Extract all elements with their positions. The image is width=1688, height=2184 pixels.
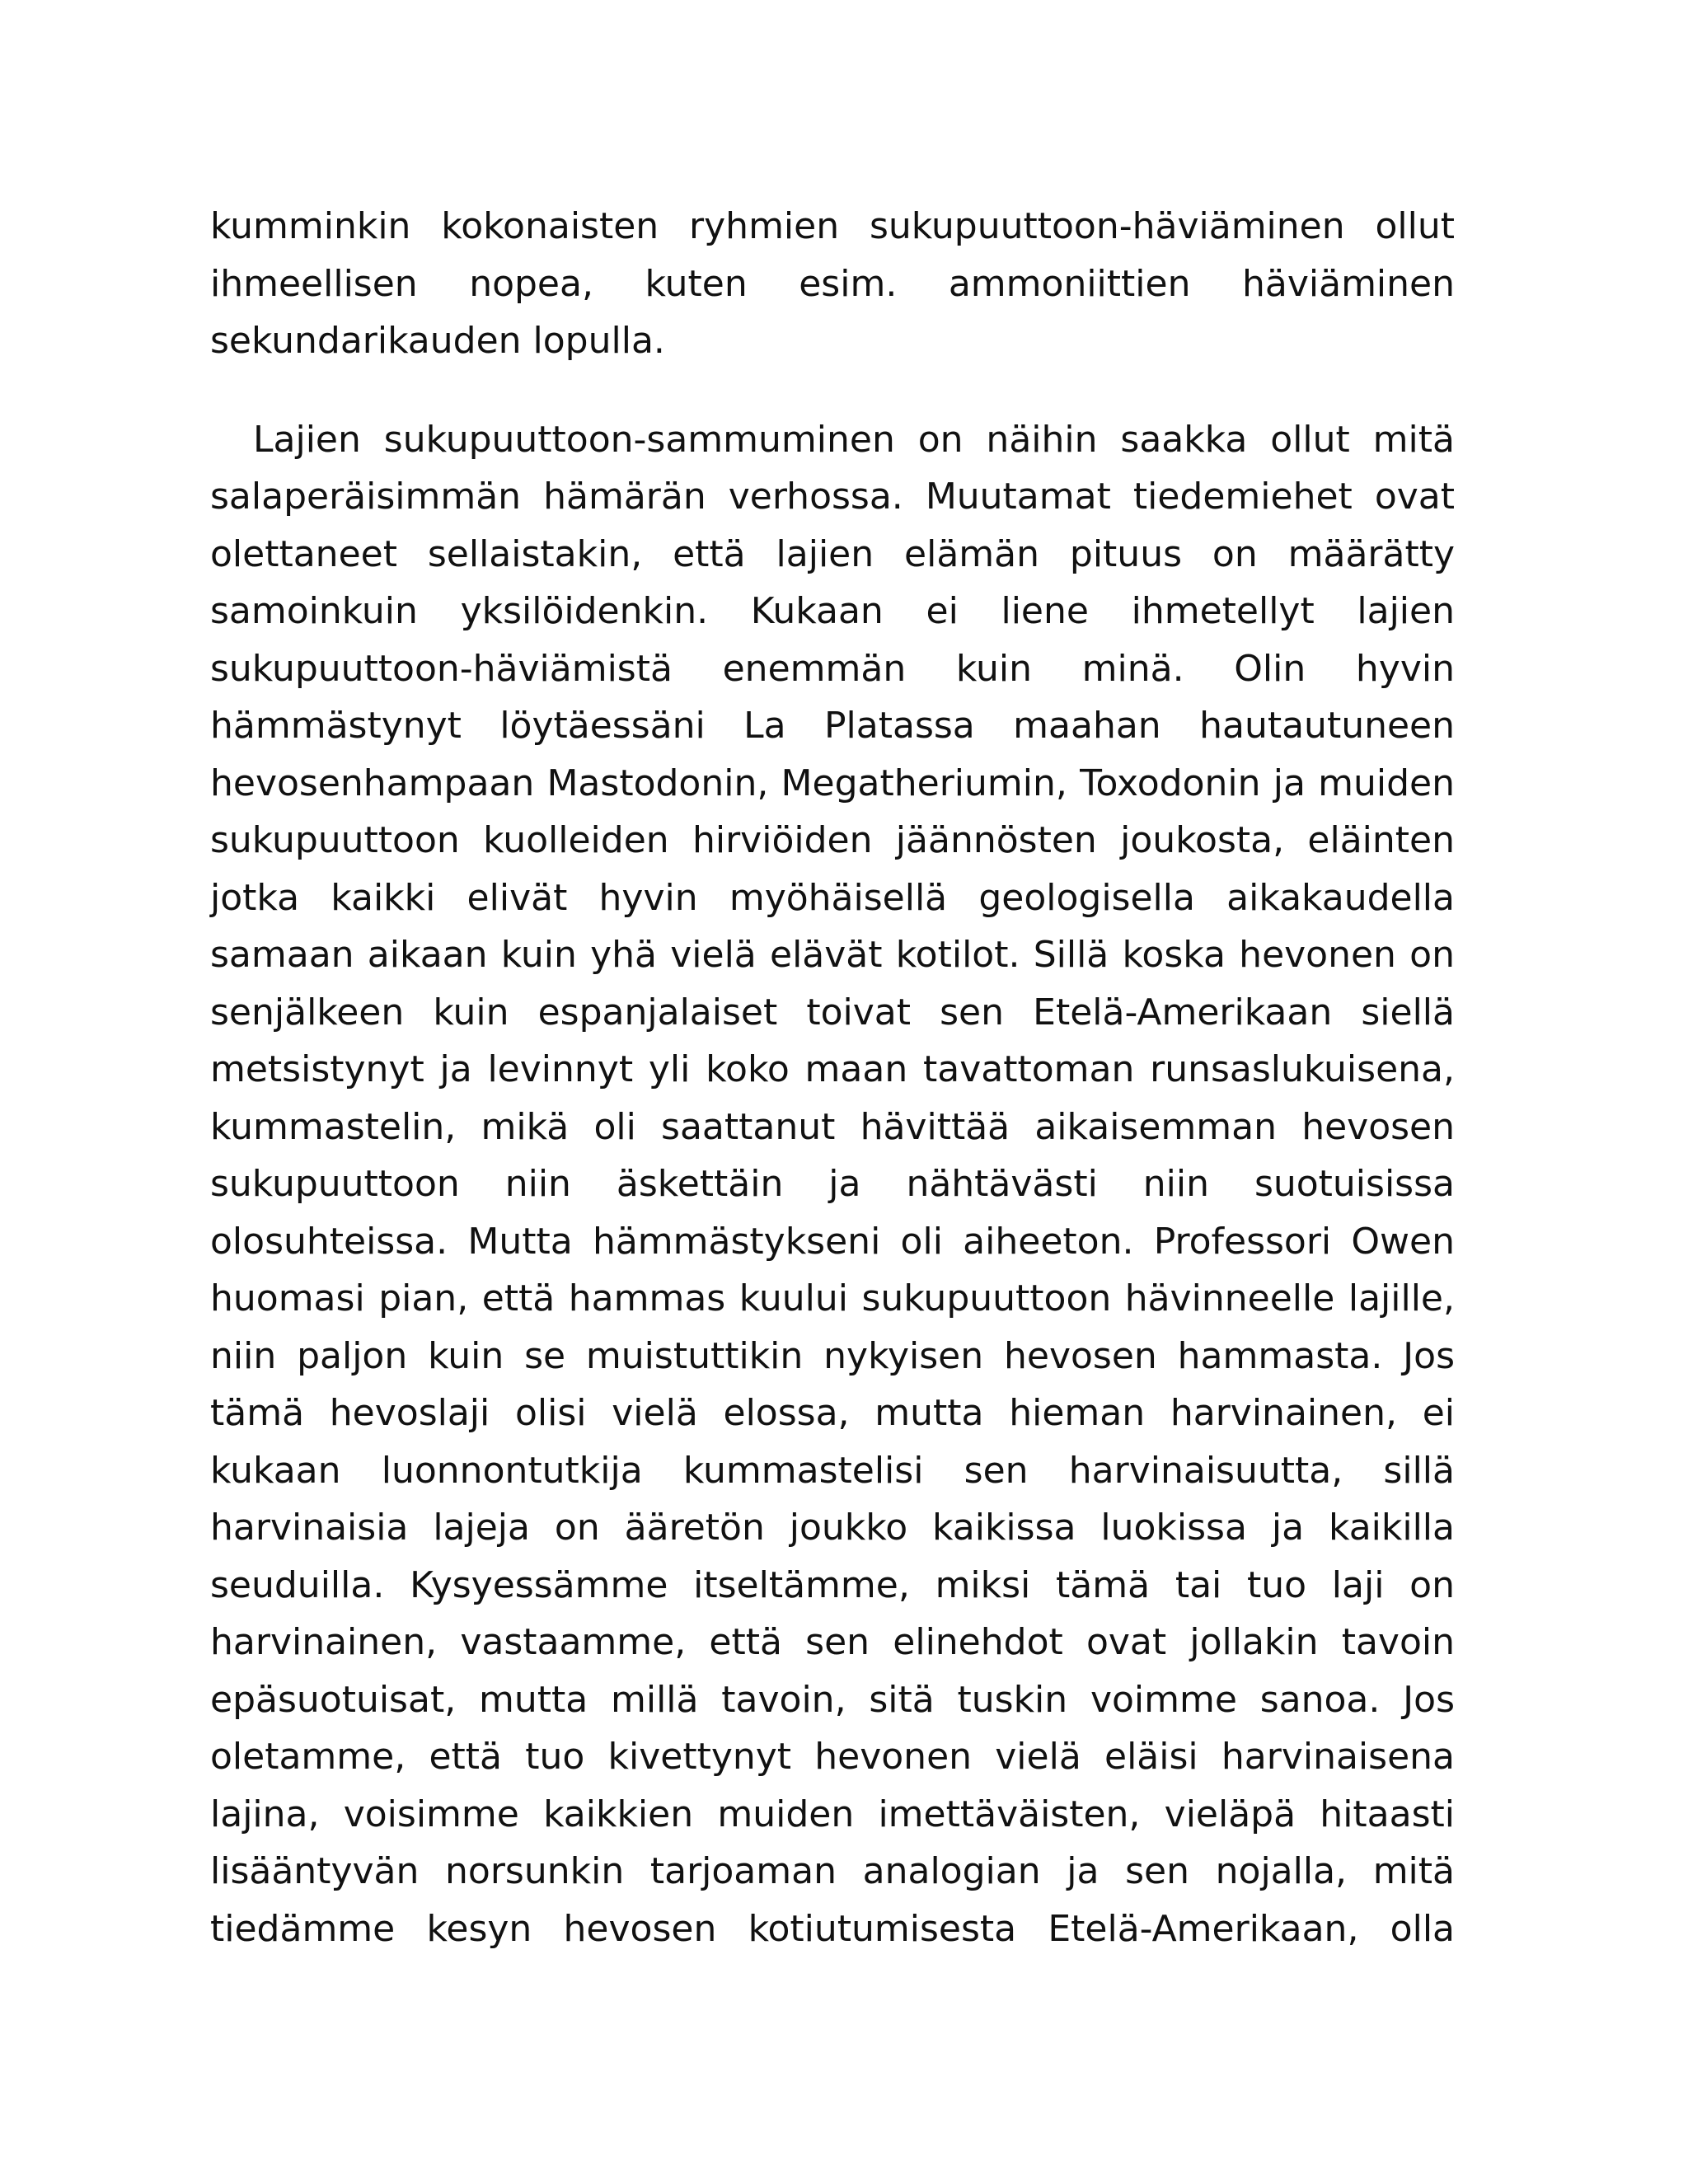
paragraph-2: Lajien sukupuuttoon-sammuminen on näihin saakka ollut mitä salaperäisimmän hämärän verhossa. Muutamat tiedemiehet ovat olettaneet sellaistakin, että lajien elämän pituus on määrätty samoinkuin yksilöidenkin. Kukaan ei liene ihmetellyt lajien sukupuuttoon-häviämistä enemmän kuin minä. Olin hyvin hämmästynyt löytäessäni La Platassa maahan hautautuneen hevosenhampaan Mastodonin, Megatheriumin, Toxodonin ja muiden sukupuuttoon kuolleiden hirviöiden jäännösten joukosta, eläinten jotka kaikki elivät hyvin myöhäisellä geologisella aikakaudella samaan aikaan kuin yhä vielä elävät kotilot. Sillä koska hevonen on senjälkeen kuin espanjalaiset toivat sen Etelä-Amerikaan siellä metsistynyt ja levinnyt yli koko maan tavattoman runsaslukuisena, kummastelin, mikä oli saattanut hävittää aikaisemman hevosen sukupuuttoon niin äskettäin ja nähtävästi niin suotuisissa olosuhteissa. Mutta hämmästykseni oli aiheeton. Professori Owen huomasi pian, että hammas kuului sukupuuttoon hävinneelle lajille, niin paljon kuin se muistuttikin nykyisen hevosen hammasta. Jos tämä hevoslaji olisi vielä elossa, mutta hieman harvinainen, ei kukaan luonnontutkija kummastelisi sen harvinaisuutta, sillä harvinaisia lajeja on ääretön joukko kaikissa luokissa ja kaikilla seuduilla. Kysyessämme itseltämme, miksi tämä tai tuo laji on harvinainen, vastaamme, että sen elinehdot ovat jollakin tavoin epäsuotuisat, mutta millä tavoin, sitä tuskin voimme sanoa. Jos oletamme, että tuo kivettynyt hevonen vielä eläisi harvinaisena lajina, voisimme kaikkien muiden imettäväisten, vieläpä hitaasti lisääntyvän norsunkin tarjoaman analogian ja sen nojalla, mitä tiedämme kesyn hevosen kotiutumisesta Etelä-Amerikaan, olla [210,418,1455,1950]
paragraph-1: kumminkin kokonaisten ryhmien sukupuuttoon-häviäminen ollut ihmeellisen nopea, kuten esim. ammoniittien häviäminen sekundarikauden lopulla. [210,205,1455,362]
document-page [210,198,1455,1957]
